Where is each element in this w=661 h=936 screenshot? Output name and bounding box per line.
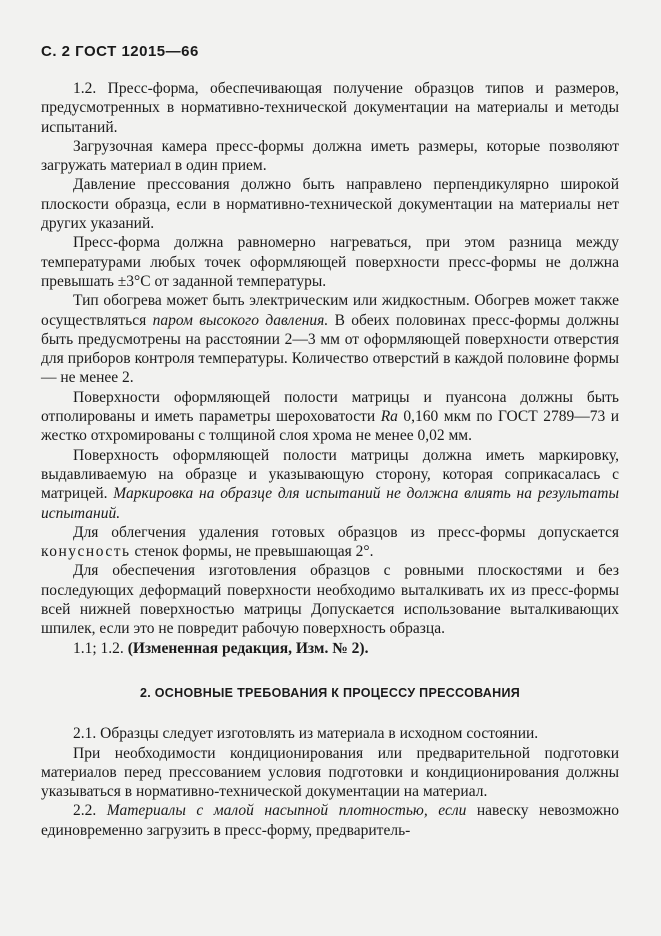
paragraph: Для обеспечения изготовления образцов с ровными плоскостями и без последующих деформаций поверхности необходимо выталкивать их из пресс-формы всей нижней поверхностью матрицы Допускается использование выталкивающих шпилек, если это не повредит рабочую поверхность образца. [41,562,619,638]
paragraph: Пресс-форма должна равномерно нагреваться, при этом разница между температурами любых точек оформляющей поверхности пресс-формы не должна превышать ±3°С от заданной температуры. [41,234,619,290]
paragraph [41,388,619,446]
amendment-text: (Измененная редакция, Изм. № 2). [127,639,369,657]
italic-text: Материалы с малой насыпной плотностью, если [106,802,467,820]
text-run: Поверхность оформляющей полости матрицы должна иметь маркировку, выдавливаемую на образце и указывающую сторону, которая соприкасалась с матрицей. [41,446,619,503]
document-body [41,79,619,840]
paragraph: Загрузочная камера пресс-формы должна иметь размеры, которые позволяют загружать материал в один прием. [41,137,619,175]
paragraph [41,291,619,387]
text-run: 1.1; 1.2. [73,639,128,657]
section-title: 2. ОСНОВНЫЕ ТРЕБОВАНИЯ К ПРОЦЕССУ ПРЕССОВАНИЯ [139,685,521,700]
text-run: 2.2. [73,802,107,820]
paragraph [41,446,619,523]
text-run: В обеих половинах пресс-формы должны быть предусмотрены на расстоянии 2—3 мм от оформляющей поверхности отверстия для приборов контроля температуры. Количество отверстий в каждой половине формы — не менее 2. [41,311,619,387]
paragraph: При необходимости кондиционирования или предварительной подготовки материалов перед прессованием условия подготовки и кондиционирования должны указываться в нормативно-технической документации на материал. [41,744,619,801]
text-run: Для облегчения удаления готовых образцов из пресс-формы допускается [73,523,619,541]
paragraph: 2.1. Образцы следует изготовлять из материала в исходном состоянии. [73,725,539,743]
text-run: 0,160 мкм по ГОСТ 2789—73 и жестко отхромированы с толщиной слоя хрома не менее 0,02 мм. [41,408,619,445]
italic-text: паром высокого давления. [152,311,329,329]
roughness-symbol: Ra [380,408,398,426]
amendment-note [41,639,619,658]
text-run: навеску невозможно единовременно загрузить в пресс-форму, предваритель- [41,802,620,839]
text-run: Поверхности оформляющей полости матрицы и пуансона должны быть отполированы и иметь параметры шероховатости [41,388,619,426]
paragraph [41,523,619,562]
text-run: стенок формы, не превышающая 2°. [130,543,374,561]
paragraph: Давление прессования должно быть направлено перпендикулярно широкой плоскости образца, если в нормативно-технической документации на материалы нет других указаний. [41,176,619,233]
paragraph [41,801,619,840]
page-header: С. 2 ГОСТ 12015—66 [41,43,199,60]
paragraph: 1.2. Пресс-форма, обеспечивающая получение образцов типов и размеров, предусмотренных в нормативно-технической документации на материалы и методы испытаний. [41,80,619,136]
spaced-text: конусность [41,543,131,561]
italic-text: Маркировка на образце для испытаний не должна влиять на результаты испытаний. [41,485,619,522]
text-run: Тип обогрева может быть электрическим или жидкостным. Обогрев может также осуществляться [41,292,619,329]
